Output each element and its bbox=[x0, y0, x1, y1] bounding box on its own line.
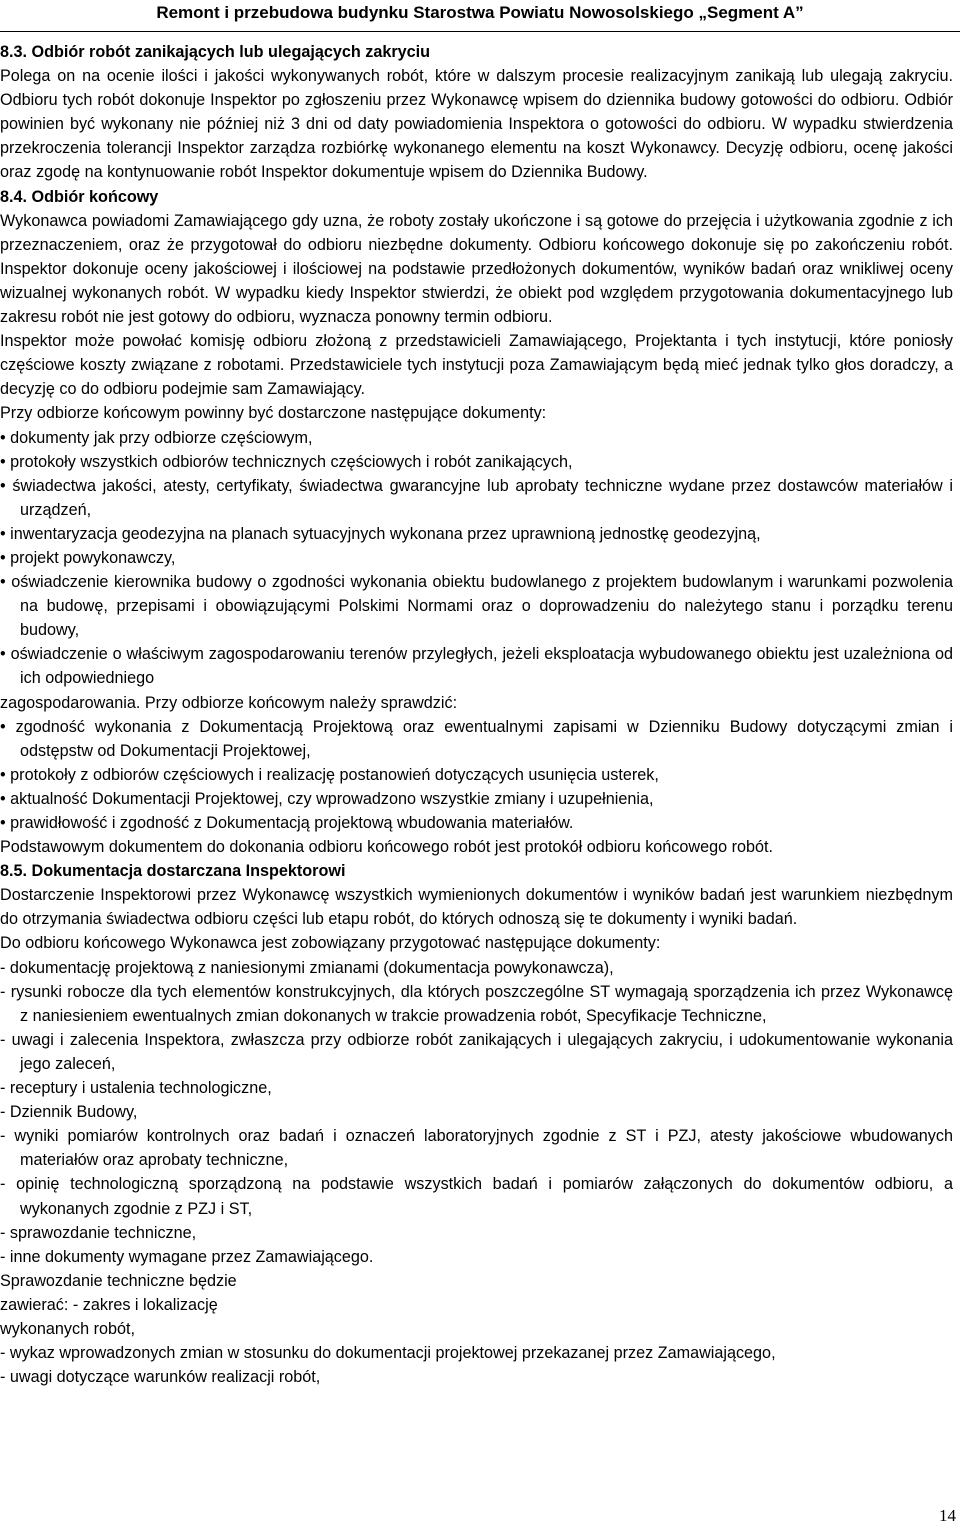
page-number: 14 bbox=[939, 1506, 956, 1525]
document-body bbox=[0, 40, 953, 1389]
check-list-item: • aktualność Dokumentacji Projektowej, czy wprowadzono wszystkie zmiany i uzupełnienia, bbox=[20, 787, 953, 811]
report-list-item: - wykaz wprowadzonych zmian w stosunku do dokumentacji projektowej przekazanej przez Zamawiającego, bbox=[0, 1344, 776, 1363]
dash-list-item: - Dziennik Budowy, bbox=[0, 1103, 138, 1122]
section-8-4-paragraph: Wykonawca powiadomi Zamawiającego gdy uzna, że roboty zostały ukończone i są gotowe do przejęcia i użytkowania zgodnie z ich przeznaczeniem, oraz że przygotował do odbioru niezbędne dokumenty. Odbioru końcowego dokonuje się po zakończeniu robót. Inspektor dokonuje oceny jakościowej i ilościowej na podstawie przedłożonych dokumentów, wyników badań oraz wnikliwej oceny wizualnej wykonanych robót. W wypadku kiedy Inspektor stwierdzi, że obiekt pod względem przygotowania dokumentacyjnego lub zakresu robót nie jest gotowy do odbioru, wyznacza ponowny termin odbioru. bbox=[0, 211, 953, 327]
report-text-line: wykonanych robót, bbox=[0, 1319, 135, 1338]
document-list-item: • protokoły wszystkich odbiorów technicznych częściowych i robót zanikających, bbox=[20, 450, 953, 474]
section-8-5-paragraph: Dostarczenie Inspektorowi przez Wykonawcę wszystkich wymienionych dokumentów i wyników badań jest warunkiem niezbędnym do otrzymania świadectwa odbioru części lub etapu robót, do których odnoszą się te dokumenty i wyniki badań. bbox=[0, 886, 953, 929]
section-8-3-heading: 8.3. Odbiór robót zanikających lub ulegających zakryciu bbox=[0, 43, 431, 61]
page-header: Remont i przebudowa budynku Starostwa Powiatu Nowosolskiego „Segment A” bbox=[156, 3, 804, 22]
section-8-4-paragraph: Podstawowym dokumentem do dokonania odbioru końcowego robót jest protokół odbioru końcowego robót. bbox=[0, 838, 773, 857]
dash-list-item: - opinię technologiczną sporządzoną na podstawie wszystkich badań i pomiarów załączonych do dokumentów odbioru, a wykonanych zgodnie z PZJ i ST, bbox=[0, 1175, 953, 1218]
section-8-5-paragraph: Do odbioru końcowego Wykonawca jest zobowiązany przygotować następujące dokumenty: bbox=[0, 934, 661, 953]
document-list-item: • inwentaryzacja geodezyjna na planach sytuacyjnych wykonana przez uprawnioną jednostkę geodezyjną, bbox=[20, 522, 953, 546]
check-list-item: • zgodność wykonania z Dokumentacją Projektową oraz ewentualnymi zapisami w Dzienniku Budowy dotyczącymi zmian i odstępstw od Dokumentacji Projektowej, bbox=[20, 715, 953, 763]
document-list-item: • dokumenty jak przy odbiorze częściowym, bbox=[20, 426, 953, 450]
document-list-item: • oświadczenie o właściwym zagospodarowaniu terenów przyległych, jeżeli eksploatacja wybudowanego obiektu jest uzależniona od ich odpowiedniego bbox=[20, 642, 953, 690]
check-list-item: • prawidłowość i zgodność z Dokumentacją projektową wbudowania materiałów. bbox=[20, 811, 953, 835]
section-8-4-heading: 8.4. Odbiór końcowy bbox=[0, 187, 159, 206]
document-list-item: • projekt powykonawczy, bbox=[20, 546, 953, 570]
section-8-4-paragraph: Przy odbiorze końcowym powinny być dostarczone następujące dokumenty: bbox=[0, 404, 547, 423]
section-8-5-heading: 8.5. Dokumentacja dostarczana Inspektorowi bbox=[0, 862, 346, 881]
section-8-4-paragraph: Inspektor może powołać komisję odbioru złożoną z przedstawicieli Zamawiającego, Projektanta i tych instytucji, które poniosły częściowe koszty związane z robotami. Przedstawiciele tych instytucji poza Zamawiającym będą mieć jednak tylko głos doradczy, a decyzję co do odbioru podejmie sam Zamawiający. bbox=[0, 332, 953, 399]
dash-list-item: - rysunki robocze dla tych elementów konstrukcyjnych, dla których poszczególne ST wymagają sporządzenia ich przez Wykonawcę z naniesieniem ewentualnych zmian dokonanych w trakcie prowadzenia robót, Specyfikacje Techniczne, bbox=[0, 982, 953, 1025]
document-list-item: • świadectwa jakości, atesty, certyfikaty, świadectwa gwarancyjne lub aprobaty techniczne wydane przez dostawców materiałów i urządzeń, bbox=[20, 474, 953, 522]
check-list-item: • protokoły z odbiorów częściowych i realizację postanowień dotyczących usunięcia usterek, bbox=[20, 763, 953, 787]
dash-list-item: - uwagi i zalecenia Inspektora, zwłaszcza przy odbiorze robót zanikających i ulegających zakryciu, i udokumentowanie wykonania jego zaleceń, bbox=[0, 1030, 953, 1073]
report-text-line: Sprawozdanie techniczne będzie bbox=[0, 1271, 237, 1290]
section-8-3-paragraph: Polega on na ocenie ilości i jakości wykonywanych robót, które w dalszym procesie realizacyjnym zanikają lub ulegają zakryciu. Odbioru tych robót dokonuje Inspektor po zgłoszeniu przez Wykonawcę wpisem do dziennika budowy gotowości do odbioru. Odbiór powinien być wykonany nie później niż 3 dni od daty powiadomienia Inspektora o gotowości do odbioru. W wypadku stwierdzenia przekroczenia tolerancji Inspektor zarządza rozbiórkę wykonanego elementu na koszt Wykonawcy. Decyzję odbioru, ocenę jakości oraz zgodę na kontynuowanie robót Inspektor dokumentuje wpisem do Dziennika Budowy. bbox=[0, 67, 953, 182]
dash-list-item: - inne dokumenty wymagane przez Zamawiającego. bbox=[0, 1247, 374, 1266]
report-list-item: - uwagi dotyczące warunków realizacji robót, bbox=[0, 1368, 321, 1387]
dash-list-item: - sprawozdanie techniczne, bbox=[0, 1223, 197, 1242]
header-rule bbox=[0, 31, 960, 32]
document-list-item: • oświadczenie kierownika budowy o zgodności wykonania obiektu budowlanego z projektem budowlanym i warunkami pozwolenia na budowę, przepisami i obowiązującymi Polskimi Normami oraz o doprowadzeniu do należytego stanu i porządku terenu budowy, bbox=[20, 570, 953, 642]
dash-list-item: - receptury i ustalenia technologiczne, bbox=[0, 1079, 272, 1098]
section-8-4-paragraph: zagospodarowania. Przy odbiorze końcowym należy sprawdzić: bbox=[0, 693, 458, 712]
dash-list-item: - dokumentację projektową z naniesionymi zmianami (dokumentacja powykonawcza), bbox=[0, 958, 614, 977]
report-text-line: zawierać: - zakres i lokalizację bbox=[0, 1295, 218, 1314]
dash-list-item: - wyniki pomiarów kontrolnych oraz badań i oznaczeń laboratoryjnych zgodnie z ST i PZJ, atesty jakościowe wbudowanych materiałów oraz aprobaty techniczne, bbox=[0, 1127, 953, 1170]
